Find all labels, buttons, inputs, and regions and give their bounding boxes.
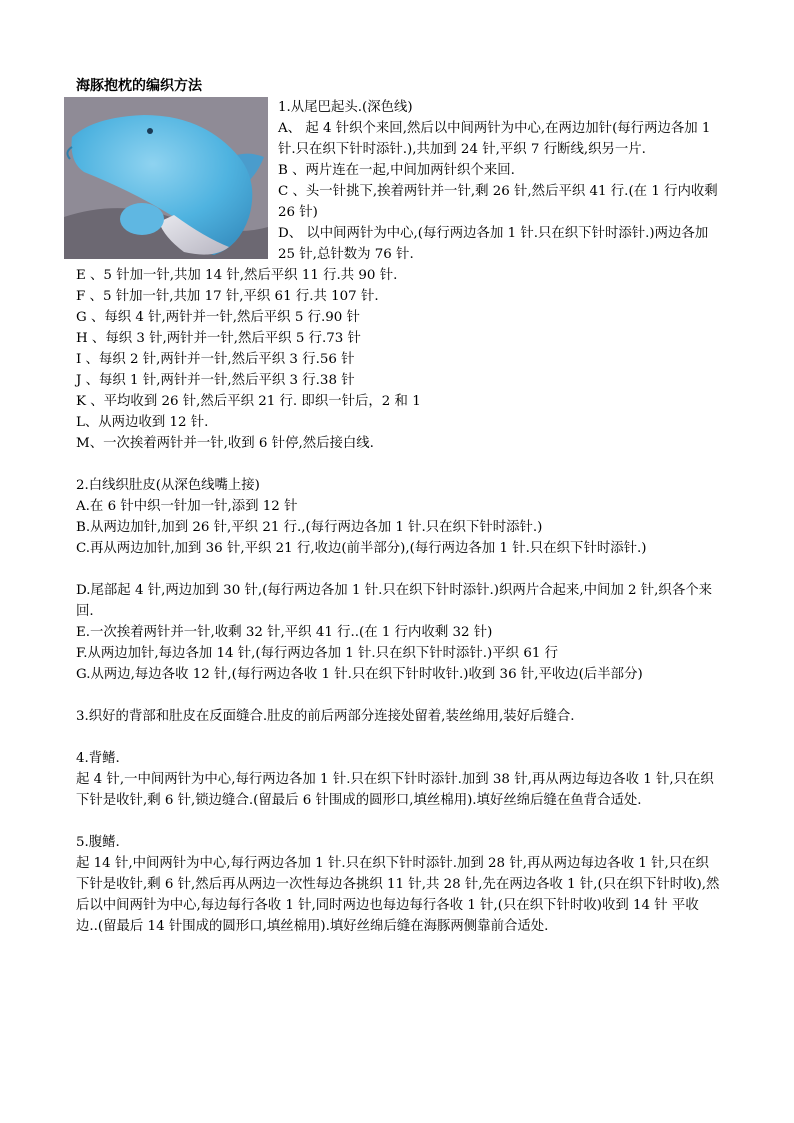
section2-item-f: F.从两边加针,每边各加 14 针,(每行两边各加 1 针.只在织下针时添针.)平织 61 行 bbox=[76, 646, 559, 661]
section2-item-g: G.从两边,每边各收 12 针,(每行两边各收 1 针.只在织下针时收针.)收到 36 针,平收边(后半部分) bbox=[76, 667, 643, 682]
section1-item-e: E 、5 针加一针,共加 14 针,然后平织 11 行.共 90 针. bbox=[76, 268, 398, 283]
section1-item-l: L、从两边收到 12 针. bbox=[76, 415, 209, 430]
section1-item-a: A、 起 4 针织个来回,然后以中间两针为中心,在两边加针(每行两边各加 1 针.只在织下针时添针.),共加到 24 针,平织 7 行断线,织另一片. bbox=[278, 121, 711, 157]
section1-item-h: H 、每织 3 针,两针并一针,然后平织 5 行.73 针 bbox=[76, 331, 361, 346]
dolphin-icon bbox=[64, 97, 268, 259]
spacer bbox=[76, 685, 720, 706]
spacer bbox=[76, 559, 720, 580]
section2-item-e: E.一次挨着两针并一针,收剩 32 针,平织 41 行..(在 1 行内收剩 32 针) bbox=[76, 625, 493, 640]
spacer bbox=[76, 727, 720, 748]
spacer bbox=[76, 454, 720, 475]
section1-item-j: J 、每织 1 针,两针并一针,然后平织 3 行.38 针 bbox=[76, 373, 355, 388]
section2-heading: 2.白线织肚皮(从深色线嘴上接) bbox=[76, 478, 260, 493]
section1-item-c: C 、头一针挑下,挨着两针并一针,剩 26 针,然后平织 41 行.(在 1 行内收剩 26 针) bbox=[278, 184, 718, 220]
section1-item-d: D、 以中间两针为中心,(每行两边各加 1 针.只在织下针时添针.)两边各加 25 针,总针数为 76 针. bbox=[278, 226, 709, 262]
section5-heading: 5.腹鳍. bbox=[76, 835, 120, 850]
section1-item-g: G 、每织 4 针,两针并一针,然后平织 5 行.90 针 bbox=[76, 310, 360, 325]
section4-text: 起 4 针,一中间两针为中心,每行两边各加 1 针.只在织下针时添针.加到 38 针,再从两边每边各收 1 针,只在织下针是收针,剩 6 针,锁边缝合.(留最后 6 针围成的圆形口,填丝棉用).填好丝绵后缝在鱼背合适处. bbox=[76, 772, 714, 808]
section1-item-i: I 、每织 2 针,两针并一针,然后平织 3 行.56 针 bbox=[76, 352, 355, 367]
section3-text: 3.织好的背部和肚皮在反面缝合.肚皮的前后两部分连接处留着,装丝绵用,装好后缝合. bbox=[76, 709, 575, 724]
page-title: 海豚抱枕的编织方法 bbox=[76, 78, 202, 94]
section1-item-f: F 、5 针加一针,共加 17 针,平织 61 行.共 107 针. bbox=[76, 289, 379, 304]
section2-item-c: C.再从两边加针,加到 36 针,平织 21 行,收边(前半部分),(每行两边各加 1 针.只在织下针时添针.) bbox=[76, 541, 647, 556]
section4-heading: 4.背鳍. bbox=[76, 751, 120, 766]
section1-item-m: M、一次挨着两针并一针,收到 6 针停,然后接白线. bbox=[76, 436, 374, 451]
section2-item-d: D.尾部起 4 针,两边加到 30 针,(每行两边各加 1 针.只在织下针时添针.)织两片合起来,中间加 2 针,织各个来回. bbox=[76, 583, 712, 619]
section5-text: 起 14 针,中间两针为中心,每行两边各加 1 针.只在织下针时添针.加到 28 针,再从两边每边各收 1 针,只在织下针是收针,剩 6 针,然后再从两边一次性每边各挑织 11 针,共 28 针,先在两边各收 1 针,(只在织下针时收),然后以中间两针为中心,每边每行各收 1 针,同时两边也每边每行各收 1 针,(只在织下针时收)收到 14 针 平收边..(留最后 14 针围成的圆形口,填丝棉用).填好丝绵后缝在海豚两侧靠前合适处. bbox=[76, 856, 720, 934]
spacer bbox=[76, 811, 720, 832]
section1-heading: 1.从尾巴起头.(深色线) bbox=[278, 100, 413, 115]
section1-item-k: K 、平均收到 26 针,然后平织 21 行. 即织一针后，2 和 1 bbox=[76, 394, 421, 409]
section2-item-a: A.在 6 针中织一针加一针,添到 12 针 bbox=[76, 499, 298, 514]
dolphin-pillow-photo bbox=[64, 97, 268, 259]
section2-item-b: B.从两边加针,加到 26 针,平织 21 行.,(每行两边各加 1 针.只在织下针时添针.) bbox=[76, 520, 543, 535]
document-page bbox=[76, 76, 720, 937]
section1-item-b: B 、两片连在一起,中间加两针织个来回. bbox=[278, 163, 515, 178]
